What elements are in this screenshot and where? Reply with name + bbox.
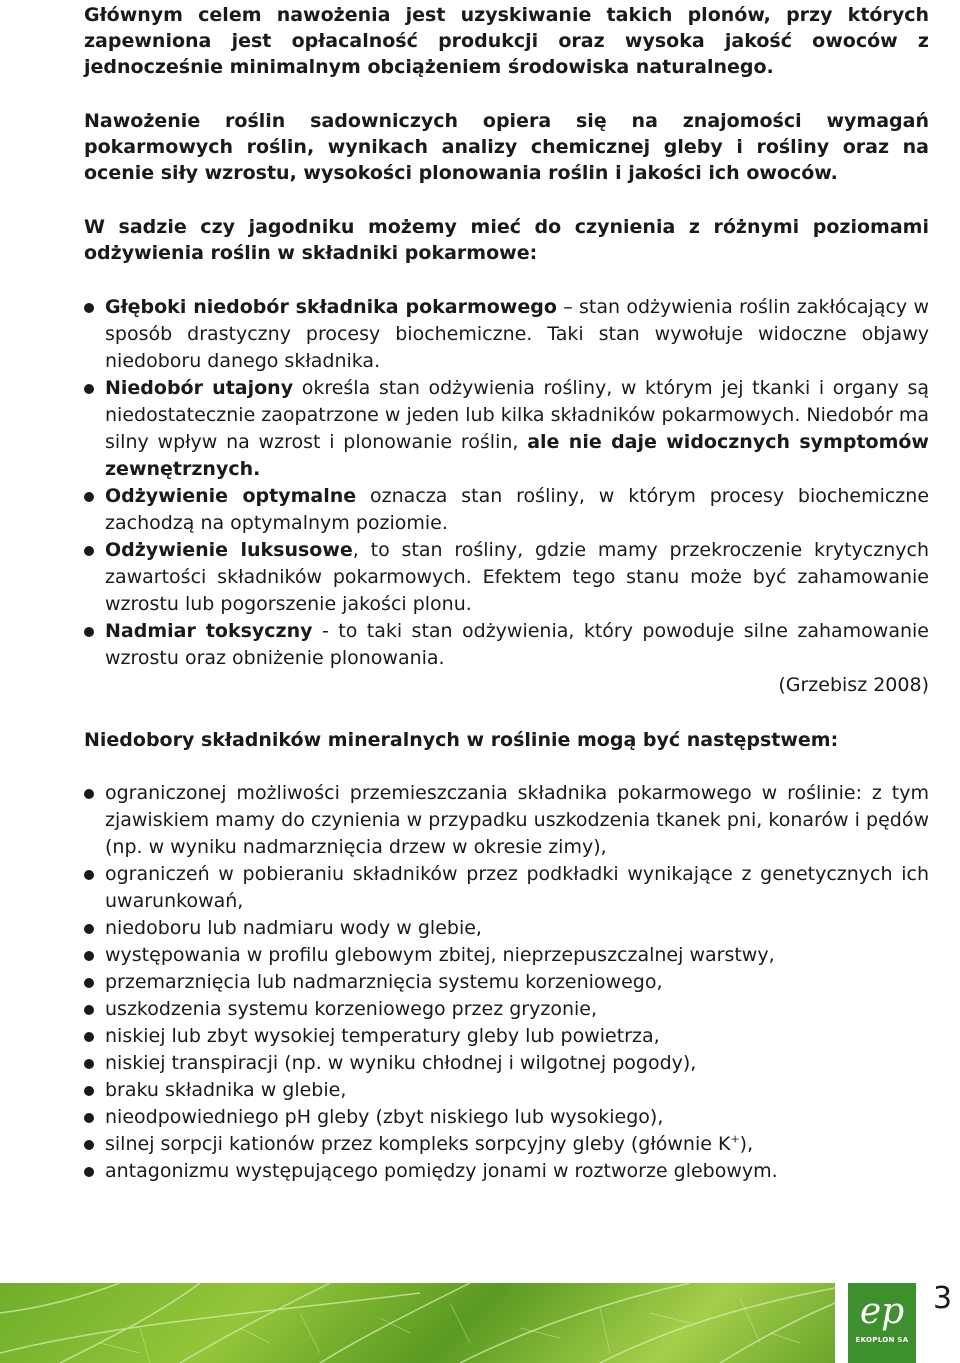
bullet-icon <box>84 1113 94 1123</box>
deficit-text: nieodpowiedniego pH gleby (zbyt niskiego lub wysokiego), <box>105 1106 664 1128</box>
list-item <box>84 1131 929 1158</box>
deficit-text: silnej sorpcji kationów przez kompleks sorpcyjny gleby (głównie K <box>105 1133 731 1155</box>
deficit-text: ograniczeń w pobieraniu składników przez podkładki wynikające z genetycznych ich uwarunkowań, <box>105 863 929 912</box>
level-term: Głęboki niedobór składnika pokarmowego <box>105 296 557 318</box>
list-item <box>84 861 929 915</box>
bullet-icon <box>84 303 94 313</box>
deficit-text: niskiej transpiracji (np. w wyniku chłodnej i wilgotnej pogody), <box>105 1052 697 1074</box>
level-emphasis: ale nie daje widocznych symptomów zewnętrznych. <box>105 431 929 480</box>
logo-mark: ep <box>859 1291 905 1332</box>
bullet-icon <box>84 1032 94 1042</box>
deficit-superscript: + <box>730 1132 740 1146</box>
list-item <box>84 618 929 672</box>
level-term: Odżywienie luksusowe <box>105 539 353 561</box>
bullet-icon <box>84 789 94 799</box>
list-item <box>84 780 929 861</box>
list-item <box>84 942 929 969</box>
bullet-icon <box>84 924 94 934</box>
deficit-text: uszkodzenia systemu korzeniowego przez gryzonie, <box>105 998 597 1020</box>
intro-paragraph-1: Głównym celem nawożenia jest uzyskiwanie takich plonów, przy których zapewniona jest opłacalność produkcji oraz wysoka jakość owoców z jednocześnie minimalnym obciążeniem środowiska naturalnego. <box>84 4 929 78</box>
list-item <box>84 1158 929 1185</box>
bullet-icon <box>84 384 94 394</box>
deficit-text: występowania w profilu glebowym zbitej, nieprzepuszczalnej warstwy, <box>105 944 775 966</box>
deficit-text: niskiej lub zbyt wysokiej temperatury gleby lub powietrza, <box>105 1025 660 1047</box>
deficit-text: przemarznięcia lub nadmarznięcia systemu korzeniowego, <box>105 971 663 993</box>
list-item <box>84 915 929 942</box>
level-text: - to taki stan odżywienia, który powoduje silne zahamowanie wzrostu oraz obniżenie plonowania. <box>105 620 929 669</box>
list-item <box>84 1104 929 1131</box>
citation: (Grzebisz 2008) <box>778 674 929 696</box>
page-content <box>84 0 929 1185</box>
list-item <box>84 969 929 996</box>
intro-paragraph-2: Nawożenie roślin sadowniczych opiera się na znajomości wymagań pokarmowych roślin, wynikach analizy chemicznej gleby i rośliny oraz na ocenie siły wzrostu, wysokości plonowania roślin i jakości ich owoców. <box>84 110 929 184</box>
leaf-texture-banner <box>0 1283 835 1363</box>
bullet-icon <box>84 492 94 502</box>
section-heading: Niedobory składników mineralnych w roślinie mogą być następstwem: <box>84 729 839 751</box>
list-item <box>84 1077 929 1104</box>
deficit-text: niedoboru lub nadmiaru wody w glebie, <box>105 917 482 939</box>
logo-text: EKOPLON SA <box>855 1336 909 1344</box>
level-text: oznacza stan rośliny, w którym procesy biochemiczne zachodzą na optymalnym poziomie. <box>105 485 930 534</box>
deficit-text-end: ), <box>739 1133 754 1155</box>
ekoplon-logo <box>848 1283 916 1363</box>
bullet-icon <box>84 951 94 961</box>
intro-paragraph-3: W sadzie czy jagodniku możemy mieć do czynienia z różnymi poziomami odżywienia roślin w składniki pokarmowe: <box>84 216 929 264</box>
list-item <box>84 375 929 483</box>
level-term: Nadmiar toksyczny <box>105 620 313 642</box>
deficits-list <box>84 780 929 1185</box>
bullet-icon <box>84 546 94 556</box>
bullet-icon <box>84 1140 94 1150</box>
deficit-text: antagonizmu występującego pomiędzy jonami w roztworze glebowym. <box>105 1160 778 1182</box>
bullet-icon <box>84 627 94 637</box>
leaf-veins-graphic <box>0 1283 835 1363</box>
list-item <box>84 1050 929 1077</box>
bullet-icon <box>84 978 94 988</box>
deficit-text: braku składnika w glebie, <box>105 1079 347 1101</box>
level-term: Niedobór utajony <box>105 377 294 399</box>
list-item <box>84 1023 929 1050</box>
deficit-text: ograniczonej możliwości przemieszczania składnika pokarmowego w roślinie: z tym zjawiskiem mamy do czynienia w przypadku uszkodzenia tkanek pni, konarów i pędów (np. w wyniku nadmarznięcia drzew w okresie zimy), <box>105 782 929 858</box>
bullet-icon <box>84 1005 94 1015</box>
list-item <box>84 294 929 375</box>
bullet-icon <box>84 870 94 880</box>
bullet-icon <box>84 1059 94 1069</box>
list-item <box>84 537 929 618</box>
bullet-icon <box>84 1086 94 1096</box>
list-item <box>84 996 929 1023</box>
level-text: , to stan rośliny, gdzie mamy przekroczenie krytycznych zawartości składników pokarmowych. Efektem tego stanu może być zahamowanie wzrostu lub pogorszenie jakości plonu. <box>105 539 929 615</box>
page-number: 3 <box>933 1281 953 1316</box>
level-text: określa stan odżywienia rośliny, w którym jej tkanki i organy są niedostatecznie zaopatrzone w jeden lub kilka składników pokarmowych. Niedobór ma silny wpływ na wzrost i plonowanie roślin, <box>105 377 929 453</box>
level-term: Odżywienie optymalne <box>105 485 357 507</box>
nutrition-levels-list <box>84 294 929 672</box>
level-text: – stan odżywienia roślin zakłócający w sposób drastyczny procesy biochemiczne. Taki stan wywołuje widoczne objawy niedoboru danego składnika. <box>105 296 930 372</box>
list-item <box>84 483 929 537</box>
bullet-icon <box>84 1167 94 1177</box>
